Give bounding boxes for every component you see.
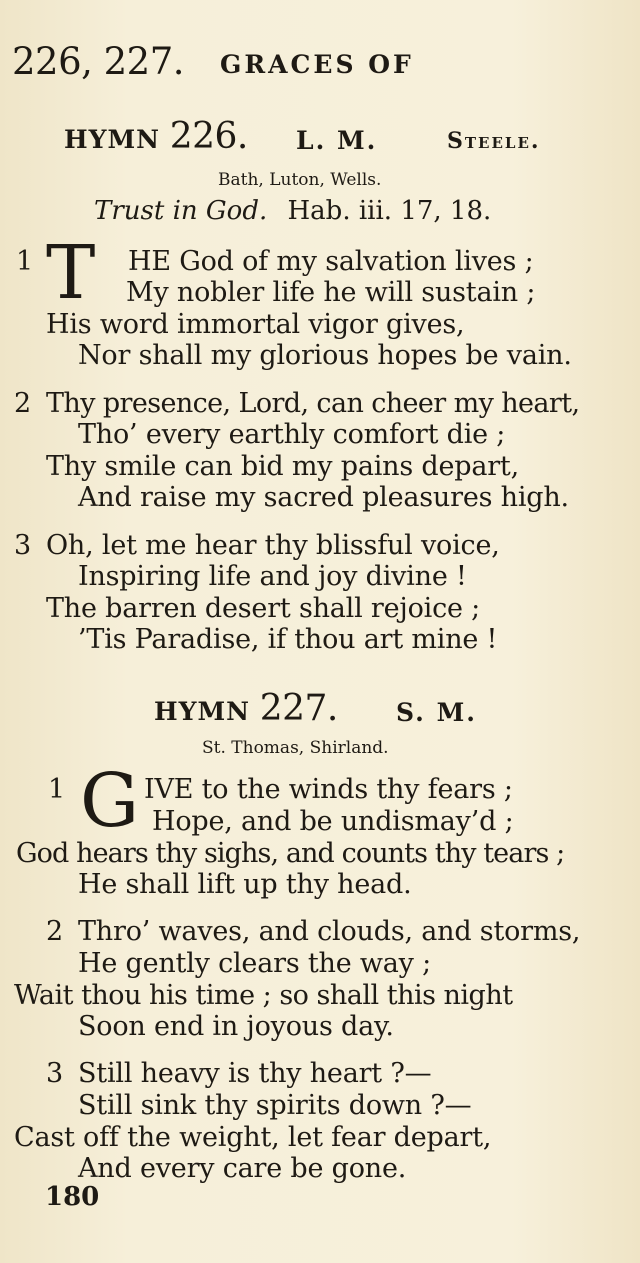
stanza-number: 1	[48, 774, 66, 805]
hymn-226-heading	[64, 116, 248, 157]
verse-line: My nobler life he will sustain ;	[126, 277, 536, 308]
verse-line: Inspiring life and joy divine !	[78, 561, 467, 592]
verse-line: IVE to the winds thy fears ;	[144, 774, 513, 805]
hymn-226-author: Steele.	[447, 128, 541, 154]
hymn-label: HYMN	[154, 697, 250, 726]
verse-line: He gently clears the way ;	[78, 948, 431, 979]
drop-cap: G	[80, 758, 140, 844]
verse-line: Thro’ waves, and clouds, and storms,	[78, 916, 581, 947]
hymn-226-meter: L. M.	[296, 126, 378, 155]
verse-line: Oh, let me hear thy blissful voice,	[46, 530, 500, 561]
hymn-227-heading	[154, 688, 338, 729]
verse-line: Thy presence, Lord, can cheer my heart,	[46, 388, 580, 419]
hymn-number: 227.	[259, 688, 338, 729]
verse-line: And raise my sacred pleasures high.	[78, 482, 569, 513]
verse-line: And every care be gone.	[78, 1153, 407, 1184]
hymn-226-reference: Hab. iii. 17, 18.	[287, 196, 492, 226]
running-header-title: GRACES OF	[220, 50, 414, 79]
verse-line: Tho’ every earthly comfort die ;	[78, 419, 506, 450]
hymn-226-subject: Trust in God.	[94, 196, 268, 226]
hymn-226-tunes: Bath, Luton, Wells.	[218, 170, 382, 190]
hymn-label: HYMN	[64, 125, 160, 154]
stanza-number: 2	[46, 916, 64, 947]
page-number: 180	[45, 1182, 100, 1212]
hymn-227-meter: S. M.	[396, 698, 477, 727]
hymn-number: 226.	[169, 116, 248, 157]
hymn-226-subject-line	[94, 196, 491, 226]
verse-line: God hears thy sighs, and counts thy tears ;	[16, 838, 565, 869]
stanza-number: 1	[16, 246, 34, 277]
verse-line: HE God of my salvation lives ;	[128, 246, 534, 277]
running-header-numbers: 226, 227.	[12, 40, 185, 83]
verse-line: Cast off the weight, let fear depart,	[14, 1122, 492, 1153]
verse-line: ’Tis Paradise, if thou art mine !	[78, 624, 498, 655]
verse-line: His word immortal vigor gives,	[46, 309, 465, 340]
verse-line: Soon end in joyous day.	[78, 1011, 394, 1042]
verse-line: He shall lift up thy head.	[78, 869, 412, 900]
verse-line: Still sink thy spirits down ?—	[78, 1090, 472, 1121]
hymn-227-tunes: St. Thomas, Shirland.	[202, 738, 389, 758]
verse-line: Thy smile can bid my pains depart,	[46, 451, 519, 482]
verse-line: Nor shall my glorious hopes be vain.	[78, 340, 572, 371]
stanza-number: 3	[46, 1058, 64, 1089]
verse-line: Still heavy is thy heart ?—	[78, 1058, 432, 1089]
stanza-number: 2	[14, 388, 32, 419]
verse-line: The barren desert shall rejoice ;	[46, 593, 481, 624]
verse-line: Wait thou his time ; so shall this night	[14, 980, 513, 1011]
stanza-number: 3	[14, 530, 32, 561]
drop-cap: T	[46, 230, 96, 316]
verse-line: Hope, and be undismay’d ;	[152, 806, 514, 837]
